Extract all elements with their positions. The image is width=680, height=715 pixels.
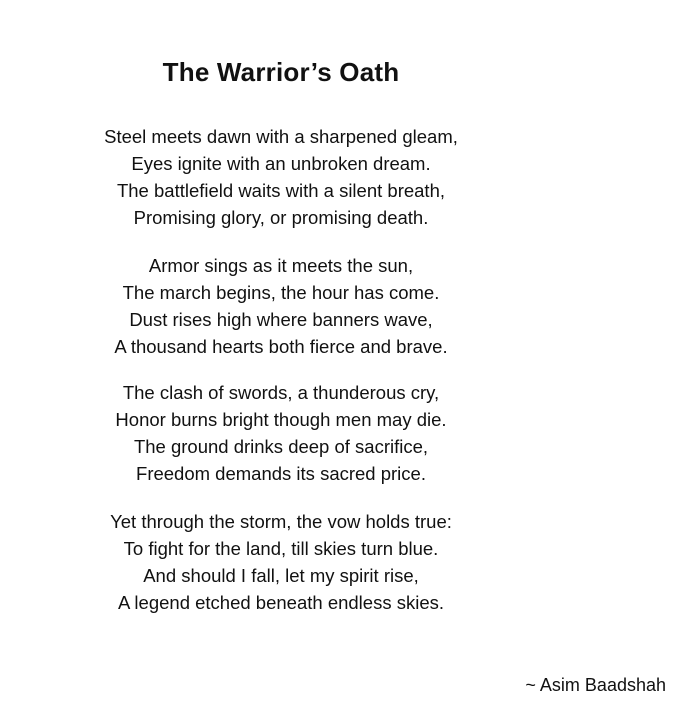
poem-line: Freedom demands its sacred price. bbox=[136, 463, 426, 484]
poem-line: Armor sings as it meets the sun, bbox=[148, 255, 414, 276]
stanza-3 bbox=[0, 379, 562, 487]
stanza-4 bbox=[0, 508, 562, 616]
poem-line: The battlefield waits with a silent breath, bbox=[116, 180, 446, 201]
poem-line: A thousand hearts both fierce and brave. bbox=[114, 336, 448, 357]
stanza-2 bbox=[0, 252, 562, 360]
poem-line: A legend etched beneath endless skies. bbox=[117, 592, 445, 613]
poem-line: The march begins, the hour has come. bbox=[122, 282, 440, 303]
poem-line: Yet through the storm, the vow holds true: bbox=[110, 511, 452, 532]
poem-line: And should I fall, let my spirit rise, bbox=[143, 565, 419, 586]
poem-line: Honor burns bright though men may die. bbox=[115, 409, 447, 430]
poem-line: The clash of swords, a thunderous cry, bbox=[122, 382, 440, 403]
poem-line: Steel meets dawn with a sharpened gleam, bbox=[104, 126, 458, 147]
poem-line: To fight for the land, till skies turn blue. bbox=[123, 538, 439, 559]
poem-line: The ground drinks deep of sacrifice, bbox=[133, 436, 429, 457]
poem-title: The Warrior’s Oath bbox=[162, 57, 400, 87]
poem-line: Promising glory, or promising death. bbox=[133, 207, 429, 228]
poem-line: Dust rises high where banners wave, bbox=[129, 309, 433, 330]
poem-line: Eyes ignite with an unbroken dream. bbox=[131, 153, 431, 174]
stanza-1 bbox=[0, 123, 562, 231]
author-signature: ~ Asim Baadshah bbox=[525, 675, 666, 695]
